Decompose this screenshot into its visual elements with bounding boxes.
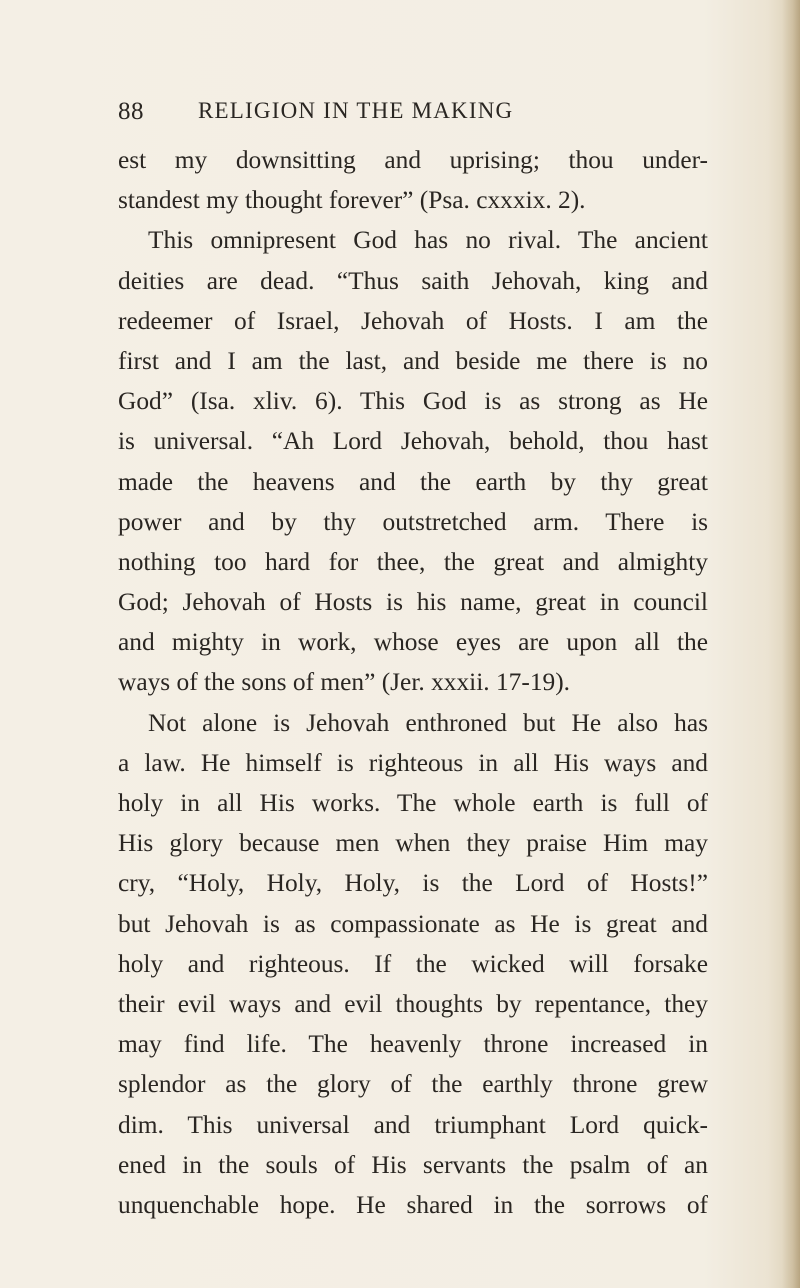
text-line: ened in the souls of His servants the psalm of an <box>118 1150 708 1179</box>
text-line: but Jehovah is as compassionate as He is great and <box>118 909 708 938</box>
text-line: may find life. The heavenly throne increased in <box>118 1030 708 1059</box>
text-line: and mighty in work, whose eyes are upon all the <box>118 628 708 657</box>
text-line: their evil ways and evil thoughts by repentance, they <box>118 989 708 1018</box>
text-line: standest my thought forever” (Psa. cxxxix. 2). <box>118 186 586 215</box>
page-header <box>118 98 678 132</box>
text-line: redeemer of Israel, Jehovah of Hosts. I am the <box>118 306 708 335</box>
page-edge-shadow <box>782 0 800 1288</box>
text-line: first and I am the last, and beside me there is no <box>118 346 708 375</box>
text-line: God; Jehovah of Hosts is his name, great in council <box>118 588 708 617</box>
text-line: dim. This universal and triumphant Lord quick- <box>118 1110 708 1139</box>
text-line: est my downsitting and uprising; thou under- <box>118 146 708 174</box>
text-line: cry, “Holy, Holy, Holy, is the Lord of Hosts!” <box>118 869 708 898</box>
text-line: splendor as the glory of the earthly throne grew <box>118 1070 708 1099</box>
text-line: holy and righteous. If the wicked will forsake <box>118 949 708 978</box>
text-line: nothing too hard for thee, the great and almighty <box>118 547 708 576</box>
text-line: power and by thy outstretched arm. There is <box>118 507 708 536</box>
text-line: This omnipresent God has no rival. The ancient <box>148 226 708 255</box>
running-head: RELIGION IN THE MAKING <box>198 98 514 123</box>
text-line: unquenchable hope. He shared in the sorrows of <box>118 1190 708 1219</box>
text-line: a law. He himself is righteous in all His ways and <box>118 748 708 777</box>
page-number: 88 <box>118 98 144 125</box>
text-line: deities are dead. “Thus saith Jehovah, king and <box>118 266 708 295</box>
text-line: Not alone is Jehovah enthroned but He also has <box>148 708 708 737</box>
text-line: is universal. “Ah Lord Jehovah, behold, thou hast <box>118 427 708 456</box>
text-line: ways of the sons of men” (Jer. xxxii. 17-19). <box>118 668 571 697</box>
body-text <box>118 140 708 1225</box>
text-line: holy in all His works. The whole earth is full of <box>118 789 708 817</box>
text-line: His glory because men when they praise Him may <box>118 829 708 858</box>
text-line: made the heavens and the earth by thy great <box>118 467 708 496</box>
text-line: God” (Isa. xliv. 6). This God is as strong as He <box>118 387 708 416</box>
